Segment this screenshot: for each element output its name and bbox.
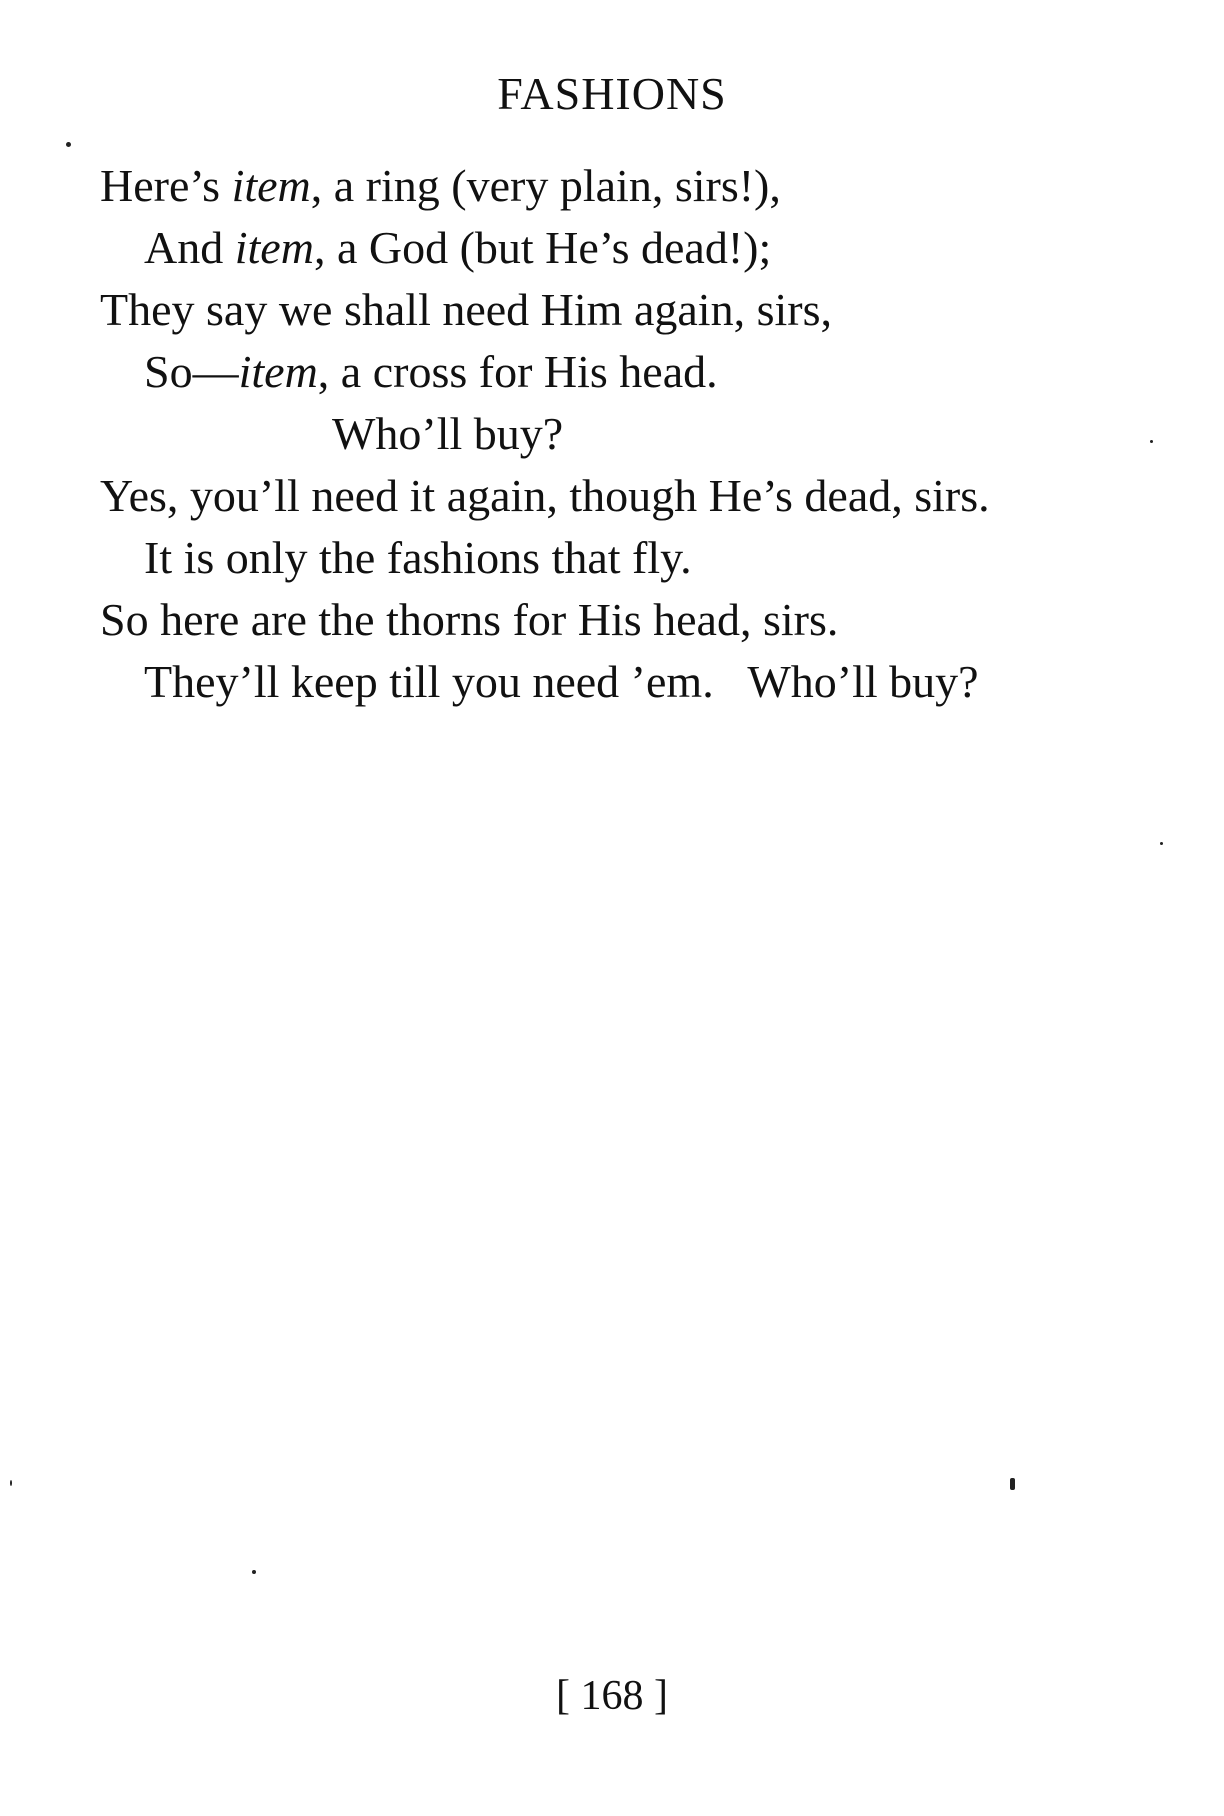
poem-line-2 (144, 218, 771, 278)
line-3-text-a: They say we shall need Him again, sirs, (100, 284, 832, 335)
line-2-text-a: And (144, 222, 235, 273)
poem-line-9 (144, 652, 979, 712)
line-4-italic: item (238, 346, 318, 397)
poem-line-6 (100, 466, 990, 526)
poem-line-1 (100, 156, 781, 216)
line-4-text-a: So— (144, 346, 239, 397)
line-6-text-a: Yes, you’ll need it again, though He’s dead, sirs. (100, 470, 990, 521)
line-1-text-a: Here’s (100, 160, 232, 211)
line-4-text-b: , a cross for His head. (317, 346, 718, 397)
poem-line-5 (332, 404, 563, 464)
line-1-text-b: , a ring (very plain, sirs!), (310, 160, 781, 211)
poem-line-7 (144, 528, 692, 588)
scan-speck (66, 142, 71, 147)
page-number: [ 168 ] (556, 1673, 668, 1719)
poem-line-3 (100, 280, 832, 340)
poem-title: FASHIONS (497, 68, 727, 119)
line-8-text-a: So here are the thorns for His head, sirs. (100, 594, 839, 645)
line-2-text-b: , a God (but He’s dead!); (313, 222, 772, 273)
scan-speck (10, 1480, 12, 1486)
poem-line-8 (100, 590, 838, 650)
scan-speck (1160, 842, 1163, 845)
poem-line-4 (144, 342, 718, 402)
line-5-text-a: Who’ll buy? (332, 408, 564, 459)
scan-speck (252, 1570, 256, 1574)
line-7-text-a: It is only the fashions that fly. (144, 532, 692, 583)
line-1-italic: item (231, 160, 311, 211)
scan-speck (1010, 1478, 1015, 1490)
scan-speck (1150, 440, 1153, 443)
line-2-italic: item (234, 222, 314, 273)
line-9-text-a: They’ll keep till you need ’em. Who’ll buy? (144, 656, 979, 707)
